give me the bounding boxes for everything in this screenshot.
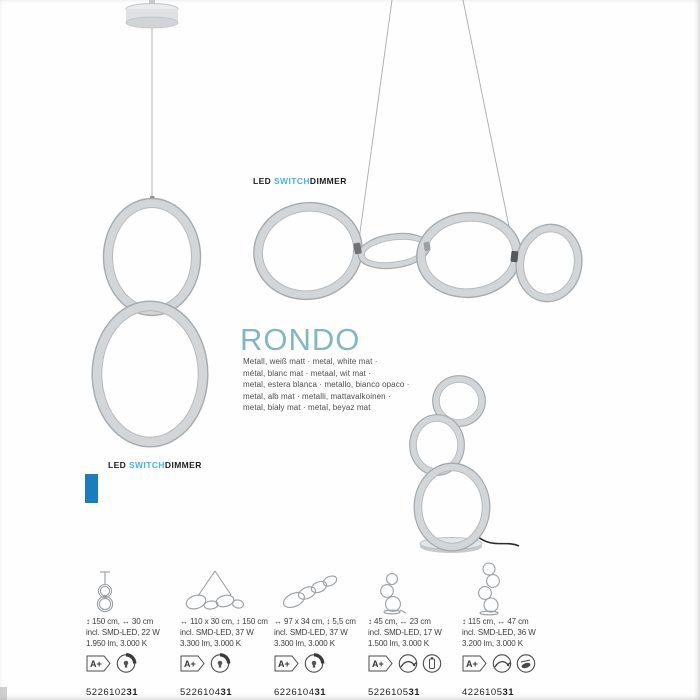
energy-feature-icons xyxy=(180,653,250,675)
energy-feature-icons xyxy=(462,653,554,675)
included-led: incl. SMD-LED, 37 W xyxy=(274,628,348,637)
switch-dimmer-icon xyxy=(117,655,134,672)
energy-class-label: A+ xyxy=(90,659,102,669)
color-code: 31 xyxy=(126,687,139,698)
pendant-2-rings-photo xyxy=(92,0,208,447)
article-number: 522610231 xyxy=(86,687,139,698)
dimensions: ↕ 115 cm, ↔ 47 cm xyxy=(462,617,529,626)
material-line: metal, estera blanca · metallo, bianco opaco · xyxy=(243,380,410,390)
mini-icon-pendant-2-rings xyxy=(97,572,112,612)
dimmer-text: DIMMER xyxy=(309,176,347,186)
color-code: 31 xyxy=(502,687,515,698)
energy-class-label: A+ xyxy=(372,659,384,669)
led-text: LED xyxy=(253,176,272,186)
led-switchdimmer-label-bottom xyxy=(108,460,202,470)
product-column-pendant-4-rings xyxy=(180,616,274,698)
mini-icon-floor-lamp xyxy=(479,563,500,615)
switch-dimmer-icon xyxy=(305,655,322,672)
included-led: incl. SMD-LED, 22 W xyxy=(86,628,160,637)
light-output: 3.300 lm, 3.000 K xyxy=(180,639,242,648)
material-description xyxy=(243,356,409,414)
dimmer-text: DIMMER xyxy=(164,460,202,470)
switch-dimmer-icon xyxy=(399,655,416,672)
led-switchdimmer-label-top xyxy=(253,176,347,186)
foot-switch-icon xyxy=(517,655,534,672)
mini-icon-table-lamp xyxy=(381,574,406,614)
dimensions: ↕ 150 cm, ↔ 30 cm xyxy=(86,617,154,626)
switch-dimmer-icon xyxy=(493,655,510,672)
blue-page-tab xyxy=(85,474,98,503)
article-number: 522610531 xyxy=(368,687,421,698)
color-code: 31 xyxy=(314,687,327,698)
product-column-pendant-2-rings xyxy=(86,616,180,698)
energy-feature-icons xyxy=(86,653,156,675)
light-output: 1.950 lm, 3.000 K xyxy=(86,639,148,648)
article-number: 422610531 xyxy=(462,687,515,698)
mini-icon-pendant-4-rings xyxy=(184,571,244,611)
switch-text: SWITCH xyxy=(128,460,165,470)
pendant-4-rings-photo xyxy=(247,0,588,307)
switch-dimmer-icon xyxy=(211,655,228,672)
energy-class-label: A+ xyxy=(184,659,196,669)
dimensions: ↕ 45 cm, ↔ 23 cm xyxy=(368,617,431,626)
switch-icon xyxy=(423,655,440,672)
color-code: 31 xyxy=(220,687,233,698)
energy-feature-icons xyxy=(368,653,460,675)
energy-class-label: A+ xyxy=(466,659,478,669)
material-line: Metall, weiß matt · metal, white mat · xyxy=(243,357,378,366)
light-output: 3.200 lm, 3.000 K xyxy=(462,639,524,648)
led-text: LED xyxy=(108,460,127,470)
energy-feature-icons xyxy=(274,653,344,675)
included-led: incl. SMD-LED, 36 W xyxy=(462,628,536,637)
product-column-floor-lamp xyxy=(462,616,556,698)
mini-icon-ceiling-4-rings xyxy=(281,574,338,610)
dimensions: ↔ 110 x 30 cm, ↕ 150 cm xyxy=(180,617,268,626)
switch-text: SWITCH xyxy=(273,176,310,186)
included-led: incl. SMD-LED, 37 W xyxy=(180,628,254,637)
product-column-ceiling-4-rings xyxy=(274,616,368,698)
article-number: 522610431 xyxy=(180,687,233,698)
dimensions: ↔ 97 x 34 cm, ↕ 5,5 cm xyxy=(274,617,356,626)
product-family-title: RONDO xyxy=(240,322,361,357)
scan-artifact xyxy=(0,687,7,700)
material-line: métal, blanc mat · metaal, wit mat · xyxy=(243,368,372,378)
energy-class-label: A+ xyxy=(278,659,290,669)
material-line: metal, alb mat · metalli, mattavalkoinen · xyxy=(243,391,391,401)
light-output: 1.500 lm, 3.000 K xyxy=(368,639,430,648)
light-output: 3.300 lm, 3.000 K xyxy=(274,639,336,648)
article-number: 622610431 xyxy=(274,687,327,698)
table-lamp-photo xyxy=(410,376,519,553)
color-code: 31 xyxy=(408,687,421,698)
included-led: incl. SMD-LED, 17 W xyxy=(368,628,442,637)
product-column-table-lamp xyxy=(368,616,462,698)
material-line: metal, biały mat · metal, beyaz mat xyxy=(243,403,371,413)
